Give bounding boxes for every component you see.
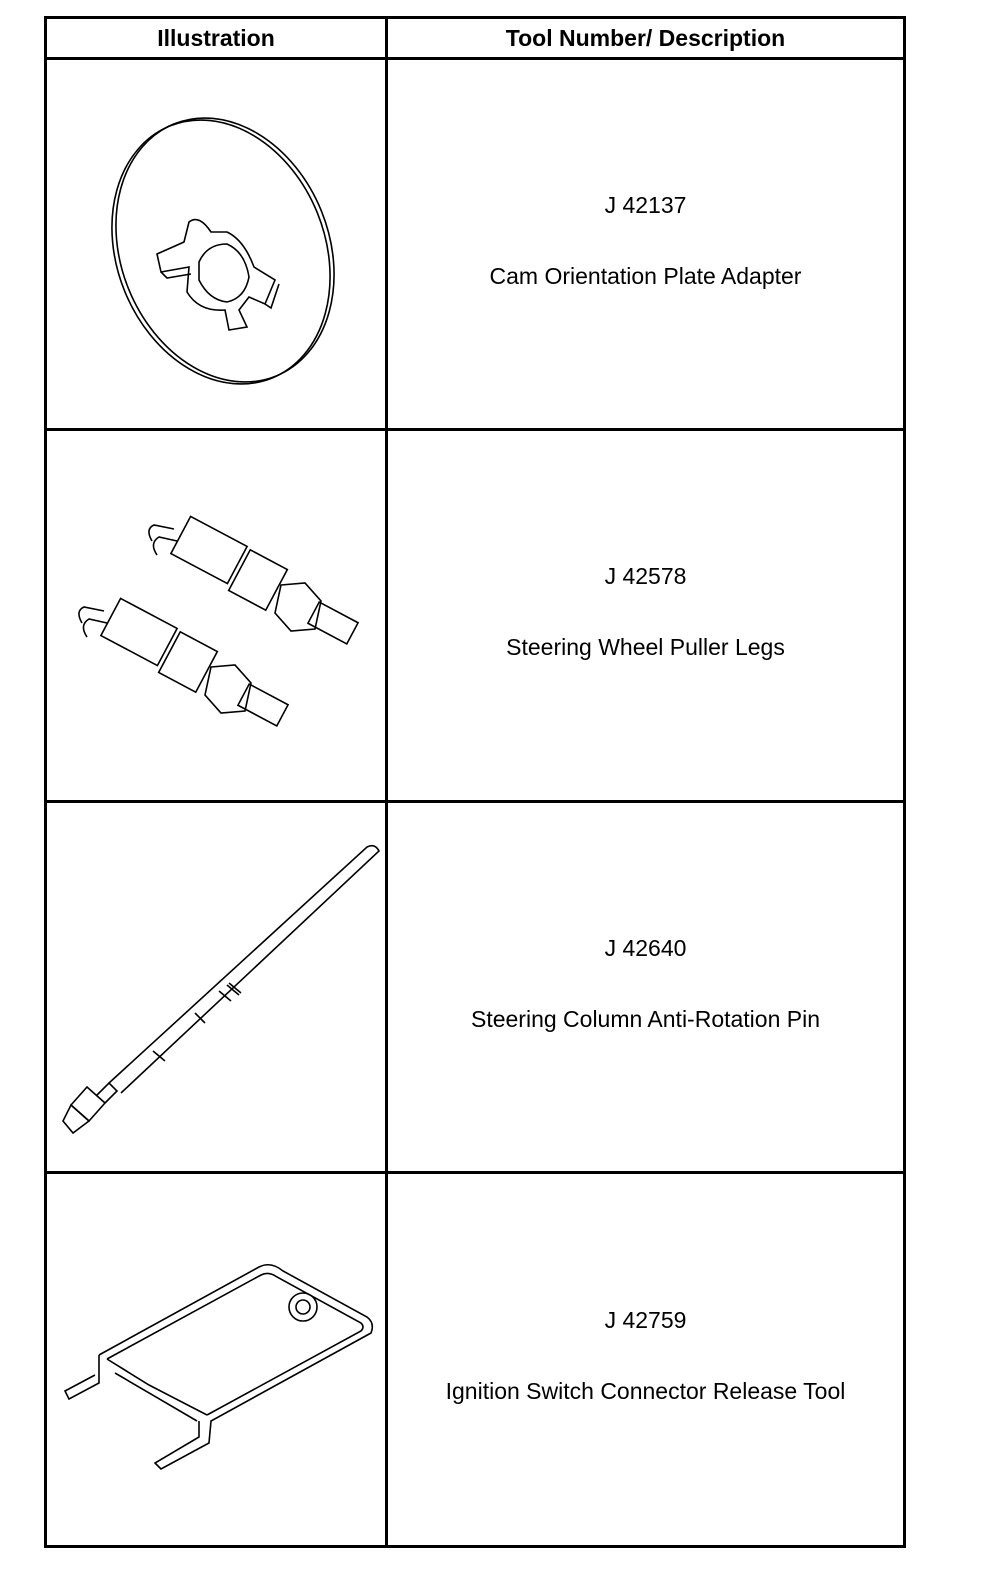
tool-description-cell <box>388 803 903 1174</box>
tool-number: J 42578 <box>604 563 687 590</box>
tool-description-cell <box>388 60 903 431</box>
illustration-cell <box>47 1174 388 1545</box>
tool-number: J 42640 <box>604 934 687 961</box>
anti-rotation-pin-drawing <box>49 805 384 1169</box>
connector-release-tool-drawing <box>49 1177 384 1541</box>
tool-description: Cam Orientation Plate Adapter <box>489 263 802 290</box>
cam-orientation-plate-adapter-drawing <box>49 62 384 426</box>
tool-number: J 42137 <box>604 192 687 219</box>
tool-description-cell <box>388 431 903 802</box>
illustration-cell <box>47 431 388 802</box>
tool-description: Steering Column Anti-Rotation Pin <box>470 1005 821 1032</box>
tool-number: J 42759 <box>604 1307 687 1334</box>
illustration-cell <box>47 60 388 431</box>
steering-wheel-puller-legs-drawing <box>49 433 384 797</box>
tool-description: Steering Wheel Puller Legs <box>506 634 785 661</box>
illustration-cell <box>47 803 388 1174</box>
special-tools-table <box>44 16 906 1548</box>
tool-description: Ignition Switch Connector Release Tool <box>445 1378 846 1405</box>
header-illustration: Illustration <box>47 19 388 60</box>
header-tool-description: Tool Number/ Description <box>388 19 903 60</box>
tool-description-cell <box>388 1174 903 1545</box>
